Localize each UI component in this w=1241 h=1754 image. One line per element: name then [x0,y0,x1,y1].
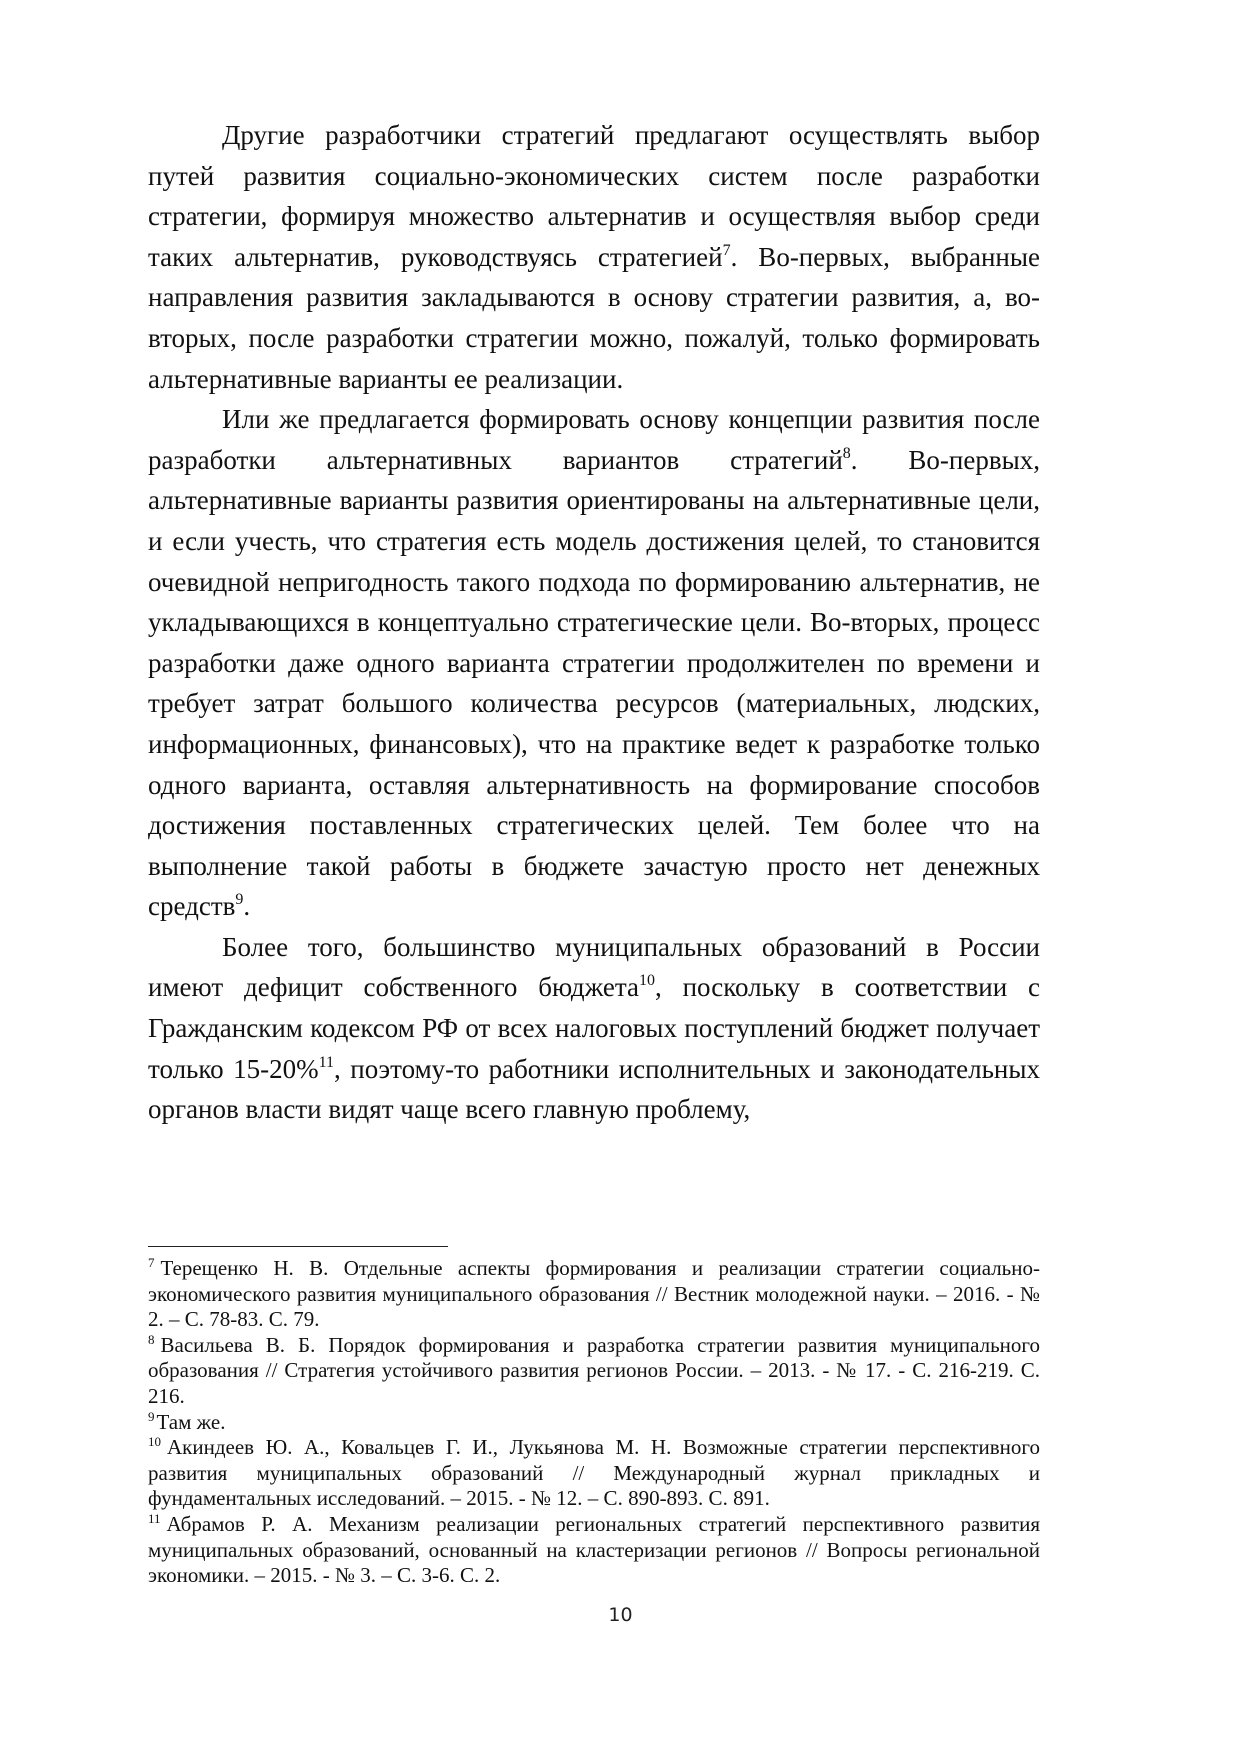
footnote-separator [148,1246,448,1247]
body-text [148,115,1040,1130]
footnote-text: Акиндеев Ю. А., Ковальцев Г. И., Лукьянова М. Н. Возможные стратегии перспективного развития муниципальных образований // Международный журнал прикладных и фундаментальных исследований. – 2015. - № 12. – С. 890-893. С. 891. [148,1435,1040,1511]
paragraph-text: . Во-первых, альтернативные варианты развития ориентированы на альтернативные цели, и если учесть, что стратегия есть модель достижения целей, то становится очевидной непригодность такого подхода по формированию альтернатив, не укладывающихся в концептуально стратегические цели. Во-вторых, процесс разработки даже одного варианта стратегии продолжителен по времени и требует затрат большого количества ресурсов (материальных, людских, информационных, финансовых), что на практике ведет к разработке только одного варианта, оставляя альтернативность на формирование способов достижения поставленных стратегических целей. Тем более что на выполнение такой работы в бюджете зачастую просто нет денежных средств [148,444,1040,922]
paragraph-2 [148,399,1040,927]
footnote-text: Там же. [156,1409,226,1434]
footnote-11 [148,1512,1040,1589]
footnotes [148,1256,1040,1589]
footnote-number: 7 [148,1255,155,1270]
footnote-text: Абрамов Р. А. Механизм реализации региональных стратегий перспективного развития муниципальных образований, основанный на кластеризации регионов // Вопросы региональной экономики. – 2015. - № 3. – С. 3-6. С. 2. [148,1511,1040,1588]
paragraph-text: , поэтому-то работники исполнительных и законодательных органов власти видят чаще всего главную проблему, [148,1053,1040,1125]
paragraph-3 [148,927,1040,1130]
footnote-reference[interactable]: 9 [235,891,244,909]
footnote-reference[interactable]: 10 [638,972,655,990]
footnote-text: Терещенко Н. В. Отдельные аспекты формирования и реализации стратегии социально-экономического развития муниципального образования // Вестник молодежной науки. – 2016. - № 2. – С. 78-83. С. 79. [148,1256,1040,1332]
paragraph-text: , поскольку в соответствии с Гражданским кодексом РФ от всех налоговых поступлений бюджет получает только 15-20% [148,972,1041,1084]
page-number: 10 [608,1604,633,1626]
footnote-text: Васильева В. Б. Порядок формирования и разработка стратегии развития муниципального образования // Стратегия устойчивого развития регионов России. – 2013. - № 17. - С. 216-219. С. 216. [148,1332,1040,1408]
footnote-number: 9 [148,1408,155,1424]
footnote-number: 10 [148,1434,161,1450]
footnote-reference[interactable]: 7 [722,241,731,259]
footnote-10 [148,1435,1040,1512]
paragraph-text: . [243,891,251,922]
paragraph-text: . Во-первых, выбранные направления развития закладываются в основу стратегии развития, а, во-вторых, после разработки стратегии можно, пожалуй, только формировать альтернативные варианты ее реализации. [148,241,1040,394]
footnote-8 [148,1333,1040,1410]
paragraph-text: Другие разработчики стратегий предлагают осуществлять выбор путей развития социально-экономических систем после разработки стратегии, формируя множество альтернатив и осуществляя выбор среди таких альтернатив, руководствуясь стратегией [148,120,1040,272]
paragraph-1 [148,115,1040,399]
footnote-reference[interactable]: 11 [318,1053,335,1071]
paragraph-text: Или же предлагается формировать основу концепции развития после разработки альтернативных вариантов стратегий [148,404,1040,475]
footnote-7 [148,1256,1040,1333]
footnote-number: 8 [148,1331,155,1347]
paragraph-text: Более того, большинство муниципальных образований в России имеют дефицит собственного бюджета [148,931,1040,1003]
footnote-9 [148,1410,1040,1436]
footnote-reference[interactable]: 8 [842,444,851,462]
footnote-number: 11 [148,1510,161,1526]
